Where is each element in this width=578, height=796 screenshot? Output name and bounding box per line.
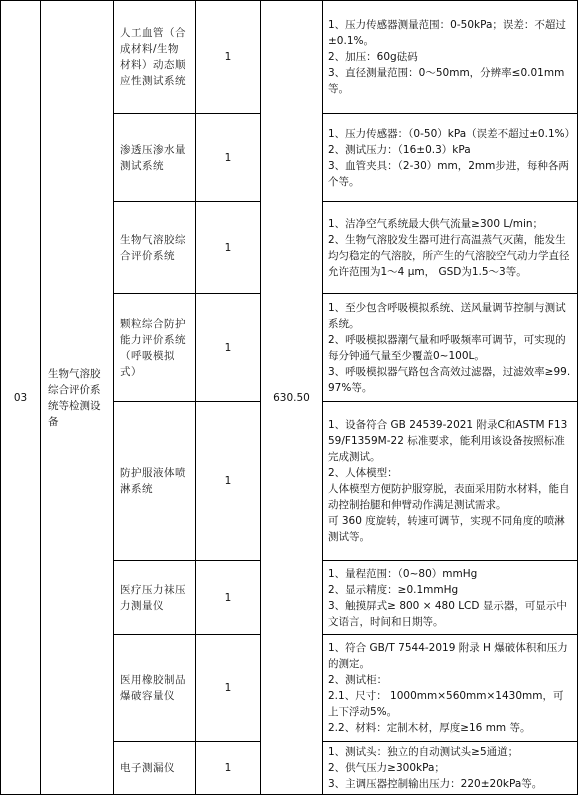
price-cell: 630.50 [261,1,323,795]
item-name-cell: 防护服液体喷淋系统 [114,402,196,561]
spec-line: 1、压力传感器：（0-50）kPa（误差不超过±0.1%） [328,127,576,140]
quantity-cell: 1 [196,635,261,742]
spec-line: 人体模型方便防护服穿脱，表面采用防水材料，能自动控制抬腿和伸臂动作满足测试需求。 [328,483,570,511]
quantity-cell: 1 [196,294,261,402]
spec-line: 1、设备符合 GB 24539-2021 附录C和ASTM F1359/F1359M-22 标准要求，能利用该设备按照标准完成测试。 [328,419,568,463]
spec-line: 2、加压：60g砝码 [328,51,418,63]
spec-line: 1、测试头：独立的自动测试头≥5通道； [328,746,519,758]
spec-line: 2.1、尺寸： 1000mm×560mm×1430mm，可上下浮动5%。 [328,690,564,718]
row-number-cell: 03 [1,1,41,795]
spec-line: 2、测试柜： [328,674,388,686]
spec-cell [323,635,578,742]
spec-line: 2、供气压力≥300kPa； [328,762,445,774]
item-name-cell: 人工血管（合成材料/生物材料）动态顺应性测试系统 [114,1,196,114]
table-row [1,1,578,114]
spec-line: 3、呼吸模拟器气路包含高效过滤器，过滤效率≥99.97%等。 [328,365,571,394]
spec-line: 2.2、材料：定制木材，厚度≥16 mm 等。 [328,722,531,734]
spec-line: 1、符合 GB/T 7544-2019 附录 H 爆破体积和压力的测定。 [328,642,568,670]
quantity-cell: 1 [196,402,261,561]
spec-cell [323,561,578,635]
quantity-cell: 1 [196,742,261,795]
quantity-cell: 1 [196,202,261,294]
item-name-cell: 医疗压力袜压力测量仪 [114,561,196,635]
spec-cell [323,1,578,114]
spec-line: 1、至少包含呼吸模拟系统、送风量调节控制与测试系统。 [328,301,566,330]
spec-line: 2、人体模型： [328,467,398,479]
item-name-cell: 医用橡胶制品爆破容量仪 [114,635,196,742]
category-cell: 生物气溶胶综合评价系统等检测设备 [41,1,114,795]
item-name-cell: 生物气溶胶综合评价系统 [114,202,196,294]
item-name-cell: 颗粒综合防护能力评价系统（呼吸模拟式） [114,294,196,402]
spec-line: 2、生物气溶胶发生器可进行高温蒸气灭菌，能发生均匀稳定的气溶胶，所产生的气溶胶空气动力学直径允许范围为1～4 μm， GSD为1.5～3等。 [328,233,570,278]
spec-cell [323,742,578,795]
spec-line: 可 360 度旋转，转速可调节，实现不同角度的喷淋测试等。 [328,515,565,543]
spec-cell [323,402,578,561]
spec-cell [323,294,578,402]
spec-line: 2、呼吸模拟器潮气量和呼吸频率可调节，可实现的每分钟通气量至少覆盖0~100L。 [328,333,566,362]
item-name-cell: 渗透压渗水量测试系统 [114,114,196,202]
spec-line: 3、血管夹具：（2-30）mm，2mm步进，每种各两个等。 [328,159,569,188]
spec-line: 2、测试压力：（16±0.3）kPa [328,143,471,156]
quantity-cell: 1 [196,1,261,114]
quantity-cell: 1 [196,114,261,202]
spec-line: 1、压力传感器测量范围：0-50kPa；误差：不超过±0.1%。 [328,19,566,47]
item-name-cell: 电子测漏仪 [114,742,196,795]
spec-cell [323,202,578,294]
spec-cell [323,114,578,202]
spec-line: 1、洁净空气系统最大供气流量≥300 L/min； [328,217,544,230]
spec-line: 3、主调压器控制输出压力：220±20kPa等。 [328,778,543,790]
quantity-cell: 1 [196,561,261,635]
spec-line: 3、触摸屏式≥ 800 × 480 LCD 显示器，可显示中文语言，时间和日期等。 [328,599,567,628]
spec-line: 3、直径测量范围：0～50mm，分辨率≤0.01mm等。 [328,67,565,95]
spec-line: 1、量程范围：（0~80）mmHg [328,567,478,580]
spec-line: 2、显示精度：≥0.1mmHg [328,583,459,596]
